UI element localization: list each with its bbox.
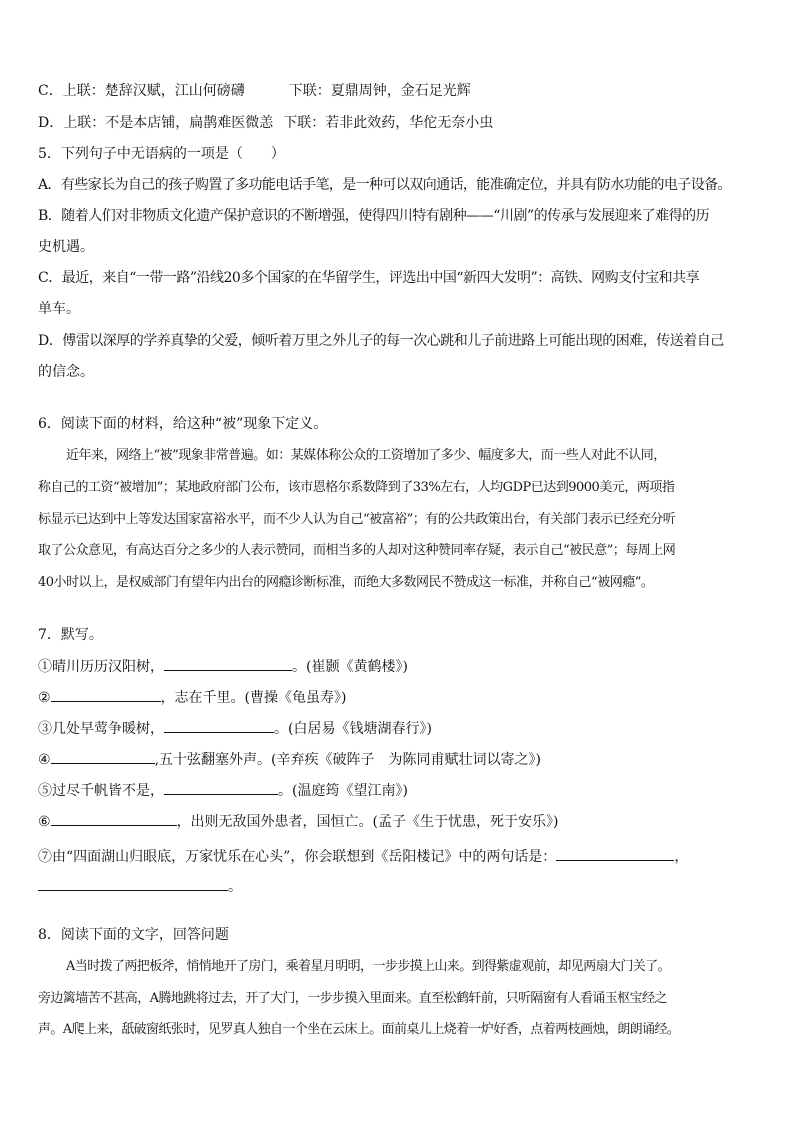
q7-item-2-pre: ② — [38, 690, 51, 706]
q7-item-6-post: ，出则无敌国外患者，国恒亡。(孟子《生于忧患，死于安乐》) — [176, 814, 559, 830]
answer-blank[interactable] — [164, 717, 274, 733]
answer-blank[interactable] — [51, 686, 161, 702]
q6-paragraph-line4: 取了公众意见，有高达百分之多少的人表示赞同，而相当多的人却对这种赞同率存疑，表示自己“被民意”；每周上网 — [38, 543, 676, 558]
q7-item-4-post: ,五十弦翻塞外声。(辛弃疾《破阵子 为陈同甫赋壮词以寄之》) — [154, 752, 541, 768]
q4-option-c-second: 下联：夏鼎周钟，金石足光辉 — [288, 83, 471, 99]
q7-item-2-post: ，志在千里。(曹操《龟虽寿》) — [160, 690, 347, 706]
q5-stem: 5．下列句子中无语病的一项是（ ） — [38, 146, 285, 162]
q6-stem: 6．阅读下面的材料，给这种“被”现象下定义。 — [38, 416, 328, 432]
q5-option-b-line2: 史机遇。 — [38, 239, 94, 255]
q8-stem: 8．阅读下面的文字，回答问题 — [38, 927, 229, 943]
answer-blank[interactable] — [38, 875, 228, 891]
answer-blank[interactable] — [164, 655, 292, 671]
q5-option-d-line2: 的信念。 — [38, 364, 94, 380]
q7-item-7-continued — [38, 875, 242, 897]
q7-item-1-pre: ①晴川历历汉阳树， — [38, 659, 164, 675]
q7-item-2 — [38, 686, 347, 708]
answer-blank[interactable] — [556, 845, 674, 861]
q4-option-c-first: C．上联：楚辞汉赋，江山何磅礴 — [38, 83, 245, 99]
q6-paragraph-line3: 标显示已达到中上等发达国家富裕水平，而不少人认为自己“被富裕”；有的公共政策出台，有关部门表示已经充分听 — [38, 512, 676, 527]
q7-item-7-pre: ⑦由“四面湖山归眼底，万家忧乐在心头”，你会联想到《岳阳楼记》中的两句话是： — [38, 849, 557, 865]
q5-option-c-line1: C．最近，来自“一带一路”沿线20多个国家的在华留学生，评选出中国“新四大发明”：高铁、网购支付宝和共享 — [38, 270, 700, 286]
answer-blank[interactable] — [51, 748, 155, 764]
q7-item-1-post: 。(崔颢《黄鹤楼》) — [292, 659, 408, 675]
q7-item-3-pre: ③几处早莺争暖树， — [38, 721, 164, 737]
q7-item-1 — [38, 655, 408, 677]
q4-option-c — [38, 81, 471, 101]
q7-item-4 — [38, 748, 541, 770]
q6-paragraph-line1: 近年来，网络上“被”现象非常普遍。如：某媒体称公众的工资增加了多少、幅度多大，而一些人对此不认同， — [66, 448, 666, 463]
q5-option-c-line2: 单车。 — [38, 301, 80, 317]
q7-stem: 7．默写。 — [38, 627, 103, 643]
q6-paragraph-line2: 称自己的工资“被增加”；某地政府部门公布，该市恩格尔系数降到了33%左右，人均GDP已达到9000美元，两项指 — [38, 480, 675, 495]
q8-paragraph-line2: 旁边篱墙苦不甚高，A腾地跳将过去，开了大门，一步步摸入里面来。直至松鹤轩前，只听隔窗有人看诵玉枢宝经之 — [38, 991, 667, 1006]
q7-item-5 — [38, 779, 408, 801]
q7-item-5-post: 。(温庭筠《望江南》) — [278, 783, 408, 799]
q4-option-d-second: 下联：若非此效药，华佗无奈小虫 — [283, 115, 494, 131]
q7-item-7 — [38, 845, 688, 867]
q7-item-7-end: 。 — [228, 879, 242, 895]
q6-paragraph-line5: 40小时以上，是权威部门有望年内出台的网瘾诊断标准，而绝大多数网民不赞成这一标准，并称自己“被网瘾”。 — [38, 575, 654, 590]
q7-item-5-pre: ⑤过尽千帆皆不是， — [38, 783, 164, 799]
q7-item-7-post: ， — [674, 849, 689, 865]
q7-item-6 — [38, 810, 559, 832]
answer-blank[interactable] — [51, 810, 177, 826]
q8-paragraph-line3: 声。A爬上来，舐破窗纸张时，见罗真人独自一个坐在云床上。面前桌儿上烧着一炉好香，点着两枝画烛，朗朗诵经。 — [38, 1022, 680, 1037]
answer-blank[interactable] — [164, 779, 278, 795]
q7-item-6-pre: ⑥ — [38, 814, 51, 830]
q8-paragraph-line1: A当时拨了两把板斧，悄悄地开了房门，乘着星月明明，一步步摸上山来。到得紫虚观前，却见两扇大门关了。 — [66, 959, 670, 974]
q7-item-4-pre: ④ — [38, 752, 51, 768]
q4-option-d — [38, 113, 493, 133]
q5-option-d-line1: D．傅雷以深厚的学养真挚的父爱，倾听着万里之外儿子的每一次心跳和儿子前进路上可能出现的困难，传送着自己 — [38, 333, 724, 349]
q7-item-3-post: 。(白居易《钱塘湖春行》) — [274, 721, 432, 737]
q5-option-a: A．有些家长为自己的孩子购置了多功能电话手笔，是一种可以双向通话，能准确定位，并具有防水功能的电子设备。 — [38, 177, 731, 193]
q7-item-3 — [38, 717, 432, 739]
q4-option-d-first: D．上联：不是本店铺，扁鹊难医微恙 — [38, 115, 274, 131]
q5-option-b-line1: B．随着人们对非物质文化遗产保护意识的不断增强，使得四川特有剧种——“川剧”的传承与发展迎来了难得的历 — [38, 208, 710, 224]
